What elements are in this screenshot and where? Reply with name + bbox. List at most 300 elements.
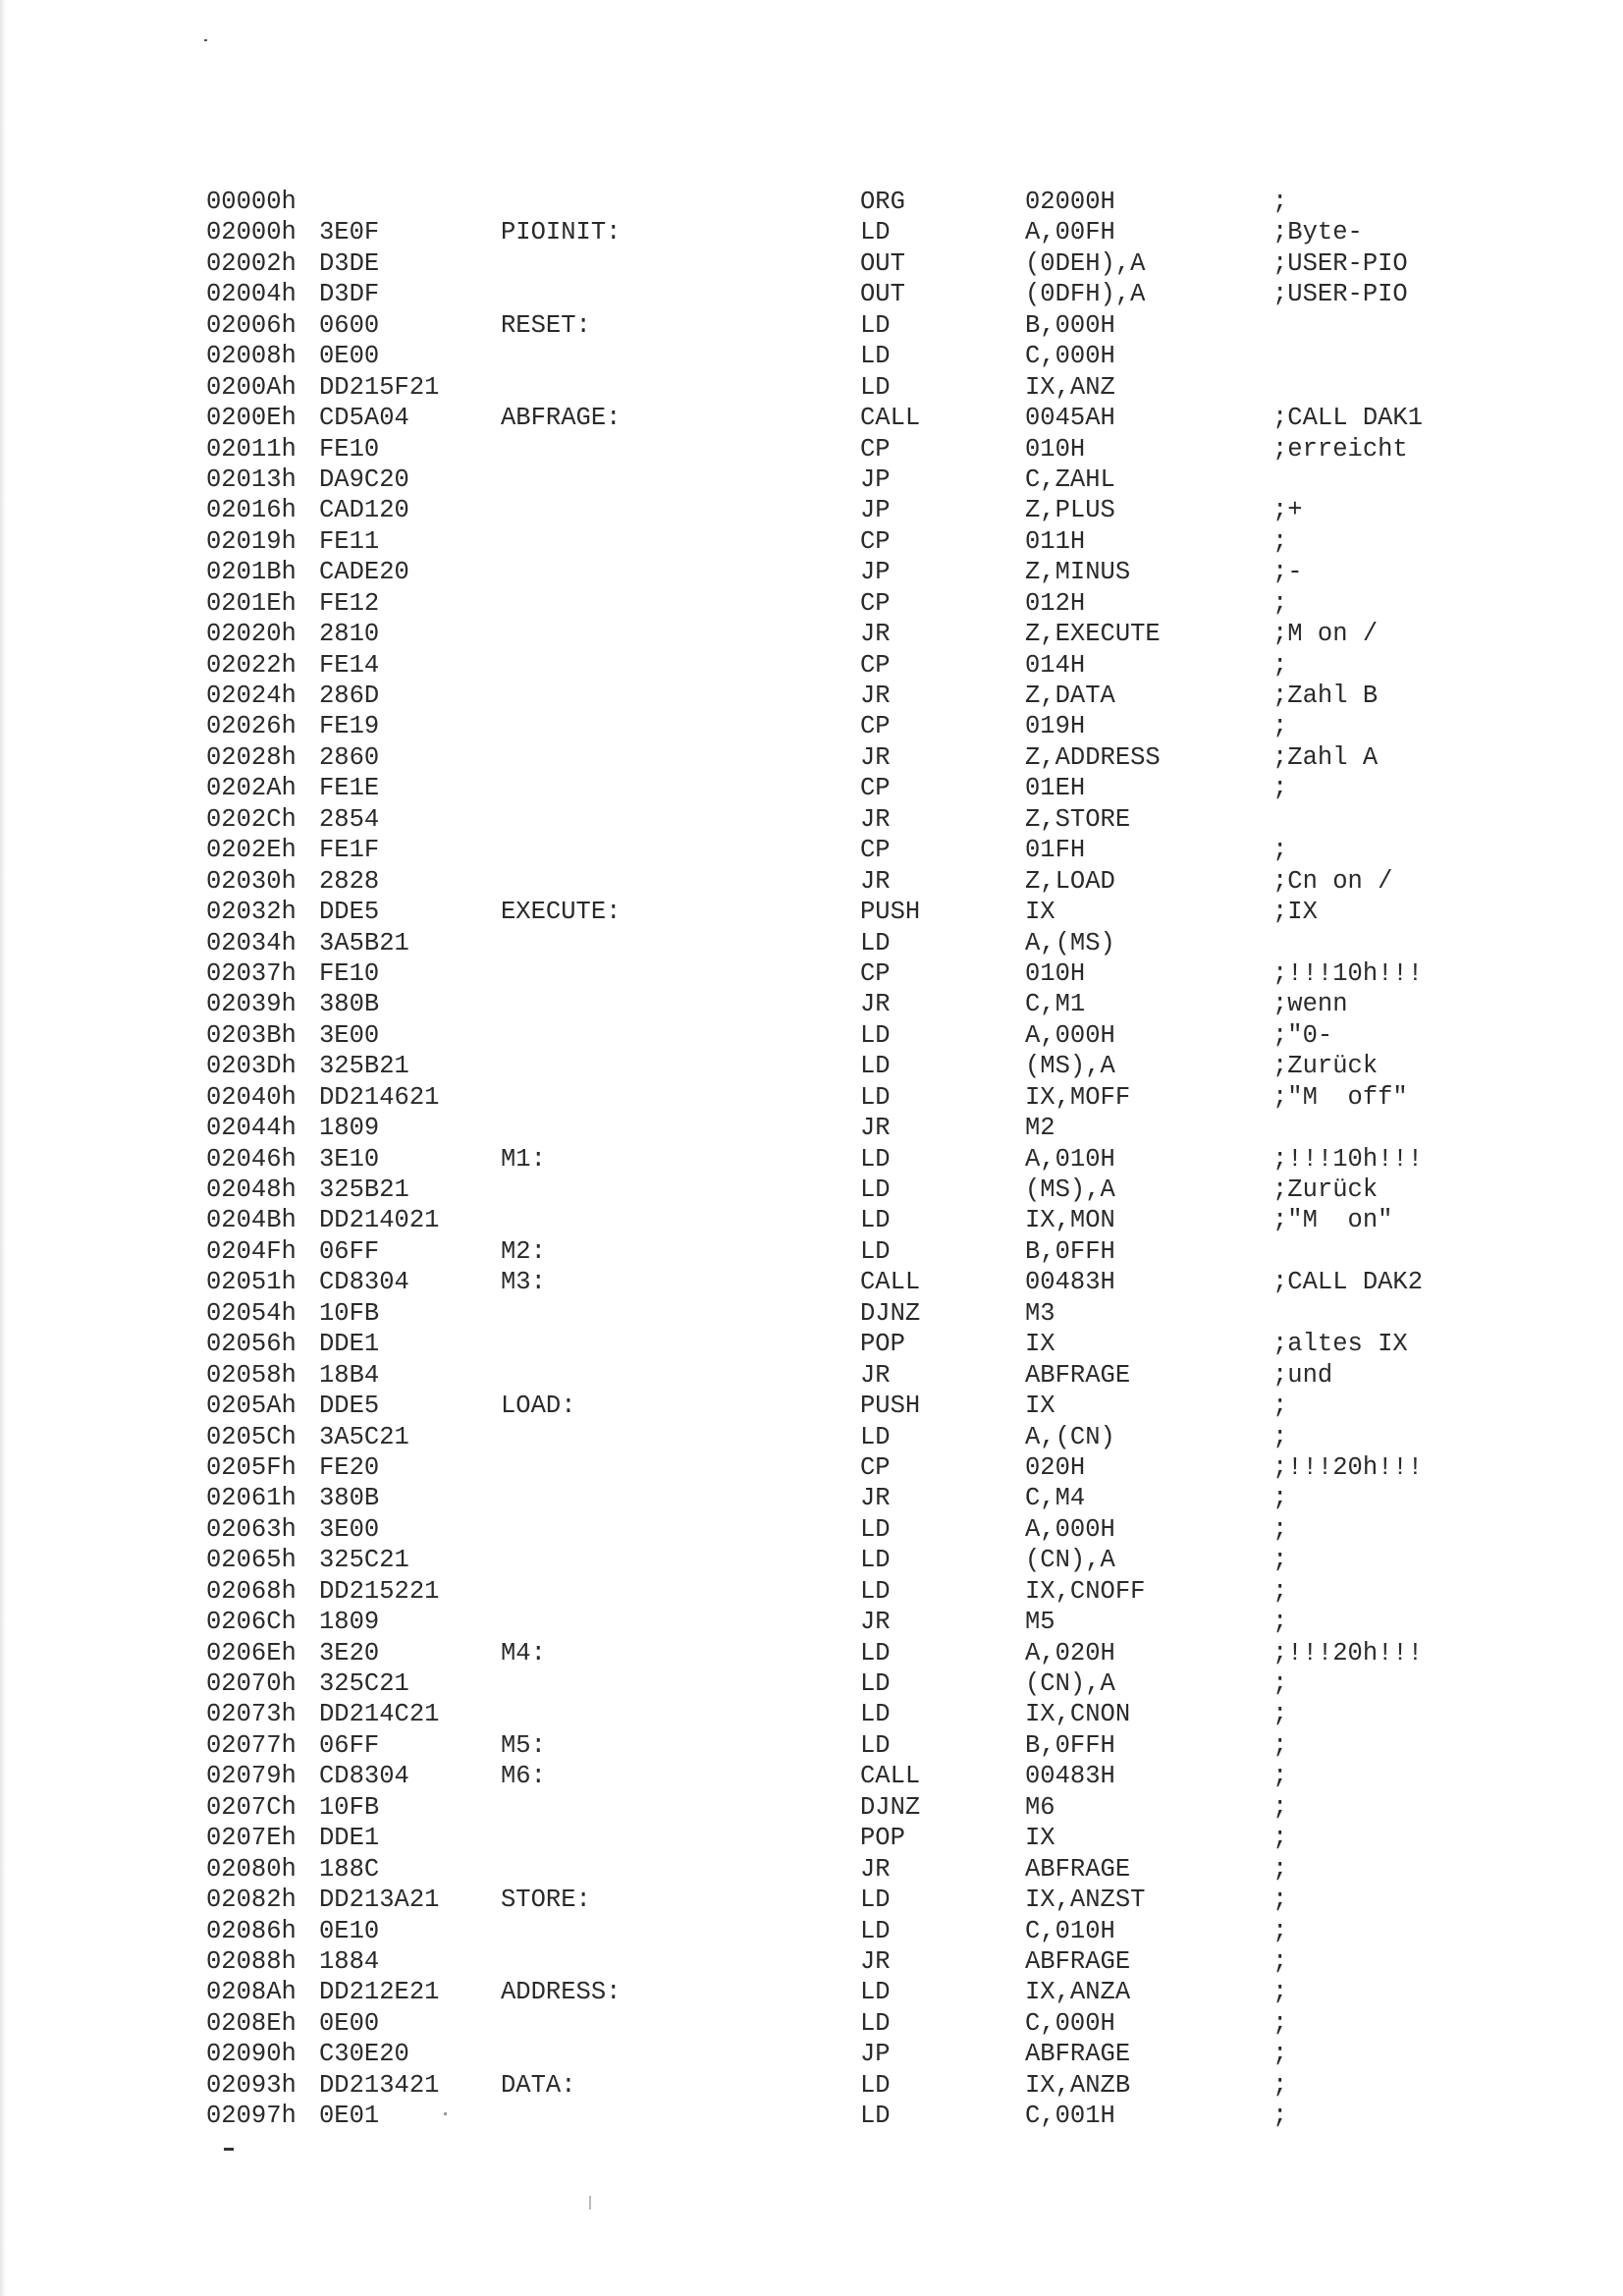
- line-comment: ;!!!20h!!!: [1272, 1638, 1424, 1667]
- listing-line: [206, 1113, 1542, 1143]
- line-mnemonic: CP: [860, 774, 891, 803]
- line-hex-code: DDE5: [319, 1392, 380, 1421]
- line-hex-code: DD214621: [319, 1082, 440, 1112]
- line-hex-code: 1884: [319, 1946, 380, 1976]
- line-address: 02088h: [206, 1946, 297, 1976]
- listing-line: [206, 465, 1542, 495]
- line-operand: Z,STORE: [1025, 804, 1131, 834]
- listing-line: [206, 1977, 1542, 2007]
- line-mnemonic: JR: [860, 1854, 891, 1884]
- line-operand: (CN),A: [1025, 1669, 1115, 1698]
- line-comment: ;altes IX: [1272, 1330, 1408, 1359]
- line-operand: ABFRAGE: [1025, 1946, 1131, 1976]
- line-address: 02008h: [206, 342, 297, 371]
- line-hex-code: 3E00: [319, 1514, 380, 1544]
- line-mnemonic: JR: [860, 620, 891, 649]
- line-mnemonic: LD: [860, 1916, 891, 1945]
- line-operand: (0DEH),A: [1025, 248, 1146, 278]
- line-address: 0200Eh: [206, 404, 297, 433]
- line-mnemonic: LD: [860, 218, 891, 247]
- line-hex-code: D3DE: [319, 248, 380, 278]
- line-operand: IX,CNON: [1025, 1700, 1131, 1729]
- line-comment: ;: [1272, 2070, 1288, 2100]
- line-address: 02056h: [206, 1330, 297, 1359]
- line-address: 02082h: [206, 1886, 297, 1915]
- listing-line: [206, 773, 1542, 803]
- line-address: 02013h: [206, 465, 297, 494]
- line-address: 02077h: [206, 1730, 297, 1760]
- listing-line: [206, 1885, 1542, 1915]
- listing-line: [206, 958, 1542, 989]
- line-address: 02080h: [206, 1854, 297, 1884]
- line-address: 0203Dh: [206, 1052, 297, 1081]
- line-comment: ;USER-PIO: [1272, 248, 1408, 278]
- line-comment: ;"0-: [1272, 1020, 1333, 1050]
- line-address: 02002h: [206, 248, 297, 278]
- line-address: 02054h: [206, 1298, 297, 1328]
- line-operand: 02000H: [1025, 188, 1115, 216]
- line-hex-code: 0E01: [319, 2102, 380, 2131]
- line-hex-code: CD8304: [319, 1268, 409, 1297]
- line-operand: 0045AH: [1025, 404, 1115, 433]
- line-operand: (CN),A: [1025, 1546, 1115, 1575]
- line-mnemonic: DJNZ: [860, 1792, 921, 1822]
- listing-line: [206, 742, 1542, 773]
- line-operand: 010H: [1025, 958, 1086, 988]
- listing-line: [206, 2008, 1542, 2039]
- line-mnemonic: JR: [860, 1360, 891, 1390]
- line-operand: B,0FFH: [1025, 1236, 1115, 1266]
- listing-line: [206, 248, 1542, 279]
- line-hex-code: 06FF: [319, 1236, 380, 1266]
- listing-line: [206, 187, 1542, 217]
- line-address: 02051h: [206, 1268, 297, 1297]
- line-mnemonic: CALL: [860, 404, 921, 433]
- line-label: DATA:: [501, 2070, 576, 2100]
- line-operand: M5: [1025, 1608, 1055, 1637]
- line-address: 02034h: [206, 928, 297, 957]
- scan-speck: [589, 2196, 591, 2210]
- line-hex-code: 188C: [319, 1854, 380, 1884]
- line-comment: ;: [1272, 1730, 1288, 1760]
- line-operand: Z,MINUS: [1025, 558, 1131, 587]
- listing-line: [206, 650, 1542, 681]
- line-operand: C,000H: [1025, 2008, 1115, 2038]
- line-mnemonic: OUT: [860, 280, 905, 309]
- line-hex-code: 0E10: [319, 1916, 380, 1945]
- line-mnemonic: JR: [860, 1946, 891, 1976]
- line-hex-code: CD8304: [319, 1762, 409, 1791]
- line-address: 0207Eh: [206, 1824, 297, 1853]
- line-hex-code: 325B21: [319, 1175, 409, 1204]
- line-operand: IX,MOFF: [1025, 1082, 1131, 1112]
- line-address: 02016h: [206, 496, 297, 525]
- line-address: 0201Eh: [206, 588, 297, 618]
- line-comment: ;: [1272, 1886, 1288, 1915]
- line-hex-code: C30E20: [319, 2040, 409, 2069]
- line-mnemonic: JR: [860, 990, 891, 1019]
- line-label: RESET:: [501, 310, 591, 340]
- scan-edge-shadow: [0, 0, 6, 2296]
- line-hex-code: 0600: [319, 310, 380, 340]
- line-operand: A,010H: [1025, 1144, 1115, 1174]
- line-comment: ;M on /: [1272, 620, 1379, 649]
- listing-line: [206, 1514, 1542, 1545]
- listing-line: [206, 989, 1542, 1019]
- listing-line: [206, 1082, 1542, 1113]
- line-mnemonic: CP: [860, 836, 891, 865]
- line-operand: (0DFH),A: [1025, 280, 1146, 309]
- line-address: 02006h: [206, 310, 297, 340]
- line-mnemonic: LD: [860, 1422, 891, 1451]
- line-comment: ;: [1272, 2040, 1288, 2069]
- line-address: 02048h: [206, 1175, 297, 1204]
- line-operand: ABFRAGE: [1025, 1360, 1131, 1390]
- line-comment: ;: [1272, 188, 1288, 216]
- line-address: 0202Ah: [206, 774, 297, 803]
- line-operand: M3: [1025, 1298, 1055, 1328]
- listing-line: [206, 1545, 1542, 1575]
- listing-line: [206, 279, 1542, 309]
- line-comment: ;: [1272, 588, 1288, 618]
- line-operand: Z,ADDRESS: [1025, 742, 1161, 772]
- listing-line: [206, 619, 1542, 649]
- line-operand: A,000H: [1025, 1020, 1115, 1050]
- line-comment: ;-: [1272, 558, 1303, 587]
- line-mnemonic: LD: [860, 2008, 891, 2038]
- line-mnemonic: LD: [860, 1236, 891, 1266]
- line-mnemonic: JR: [860, 742, 891, 772]
- line-comment: ;erreicht: [1272, 434, 1408, 464]
- line-mnemonic: LD: [860, 1638, 891, 1667]
- line-mnemonic: LD: [860, 1576, 891, 1606]
- line-comment: ;!!!20h!!!: [1272, 1452, 1424, 1482]
- listing-line: [206, 1360, 1542, 1391]
- line-hex-code: FE1E: [319, 774, 380, 803]
- listing-line: [206, 372, 1542, 403]
- line-mnemonic: LD: [860, 1978, 891, 2007]
- line-hex-code: FE1F: [319, 836, 380, 865]
- line-address: 02086h: [206, 1916, 297, 1945]
- listing-line: [206, 2070, 1542, 2101]
- line-operand: (MS),A: [1025, 1052, 1115, 1081]
- line-address: 0207Ch: [206, 1792, 297, 1822]
- line-hex-code: DD213421: [319, 2070, 440, 2100]
- listing-line: [206, 1267, 1542, 1297]
- line-address: 02032h: [206, 898, 297, 927]
- line-comment: ;: [1272, 1946, 1288, 1976]
- listing-line: [206, 1452, 1542, 1483]
- line-mnemonic: JR: [860, 804, 891, 834]
- line-operand: A,000H: [1025, 1514, 1115, 1544]
- line-mnemonic: JR: [860, 866, 891, 896]
- listing-line: [206, 310, 1542, 341]
- line-mnemonic: JP: [860, 496, 891, 525]
- line-operand: IX,ANZA: [1025, 1978, 1131, 2007]
- line-hex-code: 3E00: [319, 1020, 380, 1050]
- line-operand: (MS),A: [1025, 1175, 1115, 1204]
- line-mnemonic: LD: [860, 1082, 891, 1112]
- line-operand: 01FH: [1025, 836, 1086, 865]
- line-label: LOAD:: [501, 1392, 576, 1421]
- listing-line: [206, 2101, 1542, 2131]
- line-hex-code: 325C21: [319, 1546, 409, 1575]
- line-operand: 00483H: [1025, 1268, 1115, 1297]
- line-comment: ;: [1272, 2008, 1288, 2038]
- line-address: 02070h: [206, 1669, 297, 1698]
- line-hex-code: FE10: [319, 958, 380, 988]
- line-hex-code: 286D: [319, 682, 380, 710]
- line-label: M6:: [501, 1762, 546, 1791]
- listing-line: [206, 1144, 1542, 1175]
- line-address: 02020h: [206, 620, 297, 649]
- listing-line: [206, 1946, 1542, 1977]
- line-operand: 012H: [1025, 588, 1086, 618]
- line-address: 0202Ch: [206, 804, 297, 834]
- line-address: 02044h: [206, 1114, 297, 1143]
- line-hex-code: 325B21: [319, 1052, 409, 1081]
- line-comment: ;Zahl A: [1272, 742, 1379, 772]
- line-address: 02026h: [206, 712, 297, 741]
- listing-line: [206, 711, 1542, 741]
- line-comment: ;!!!10h!!!: [1272, 958, 1424, 988]
- line-mnemonic: LD: [860, 1669, 891, 1698]
- listing-line: [206, 804, 1542, 835]
- line-comment: ;und: [1272, 1360, 1333, 1390]
- line-comment: ;: [1272, 836, 1288, 865]
- listing-line: [206, 495, 1542, 525]
- line-address: 0205Ch: [206, 1422, 297, 1451]
- listing-line: [206, 1916, 1542, 1946]
- line-mnemonic: DJNZ: [860, 1298, 921, 1328]
- listing-line: [206, 526, 1542, 557]
- line-mnemonic: LD: [860, 1144, 891, 1174]
- line-operand: 010H: [1025, 434, 1086, 464]
- line-operand: 01EH: [1025, 774, 1086, 803]
- line-operand: C,M4: [1025, 1484, 1086, 1513]
- line-comment: ;"M off": [1272, 1082, 1408, 1112]
- listing-line: [206, 835, 1542, 865]
- line-hex-code: FE19: [319, 712, 380, 741]
- line-comment: ;wenn: [1272, 990, 1348, 1019]
- line-hex-code: FE10: [319, 434, 380, 464]
- line-address: 02068h: [206, 1576, 297, 1606]
- line-mnemonic: POP: [860, 1330, 905, 1359]
- line-hex-code: 06FF: [319, 1730, 380, 1760]
- line-hex-code: CAD120: [319, 496, 409, 525]
- line-label: EXECUTE:: [501, 898, 622, 927]
- listing-line: [206, 866, 1542, 897]
- line-operand: B,000H: [1025, 310, 1115, 340]
- line-mnemonic: JR: [860, 682, 891, 710]
- line-hex-code: 380B: [319, 990, 380, 1019]
- line-address: 02073h: [206, 1700, 297, 1729]
- line-address: 0206Eh: [206, 1638, 297, 1667]
- line-address: 0205Fh: [206, 1452, 297, 1482]
- line-label: M1:: [501, 1144, 546, 1174]
- line-hex-code: 0E00: [319, 342, 380, 371]
- line-address: 0204Bh: [206, 1206, 297, 1235]
- line-mnemonic: LD: [860, 2070, 891, 2100]
- listing-line: [206, 1391, 1542, 1421]
- line-hex-code: 3E20: [319, 1638, 380, 1667]
- listing-line: [206, 1792, 1542, 1823]
- line-mnemonic: JP: [860, 558, 891, 587]
- line-hex-code: FE11: [319, 526, 380, 556]
- line-mnemonic: LD: [860, 1514, 891, 1544]
- line-operand: B,0FFH: [1025, 1730, 1115, 1760]
- line-operand: C,ZAHL: [1025, 465, 1115, 494]
- line-comment: ;USER-PIO: [1272, 280, 1408, 309]
- listing-line: [206, 1236, 1542, 1267]
- line-address: 02030h: [206, 866, 297, 896]
- line-mnemonic: CP: [860, 434, 891, 464]
- line-label: STORE:: [501, 1886, 591, 1915]
- line-operand: Z,EXECUTE: [1025, 620, 1161, 649]
- line-operand: 020H: [1025, 1452, 1086, 1482]
- line-hex-code: 18B4: [319, 1360, 380, 1390]
- line-operand: M6: [1025, 1792, 1055, 1822]
- line-operand: ABFRAGE: [1025, 1854, 1131, 1884]
- listing-line: [206, 1175, 1542, 1205]
- line-operand: IX: [1025, 898, 1055, 927]
- line-address: 02046h: [206, 1144, 297, 1174]
- line-comment: ;: [1272, 1700, 1288, 1729]
- listing-line: [206, 217, 1542, 247]
- listing-line: [206, 403, 1542, 433]
- line-mnemonic: LD: [860, 372, 891, 402]
- line-operand: A,00FH: [1025, 218, 1115, 247]
- line-address: 0204Fh: [206, 1236, 297, 1266]
- line-comment: ;: [1272, 1854, 1288, 1884]
- line-address: 02000h: [206, 218, 297, 247]
- line-hex-code: DD213A21: [319, 1886, 440, 1915]
- line-operand: IX,ANZST: [1025, 1886, 1146, 1915]
- line-operand: Z,PLUS: [1025, 496, 1115, 525]
- line-mnemonic: OUT: [860, 248, 905, 278]
- line-hex-code: 3E0F: [319, 218, 380, 247]
- line-hex-code: 3A5B21: [319, 928, 409, 957]
- listing-line: [206, 1823, 1542, 1853]
- line-operand: C,010H: [1025, 1916, 1115, 1945]
- listing-line: [206, 1607, 1542, 1637]
- line-comment: ;: [1272, 526, 1288, 556]
- line-hex-code: 2860: [319, 742, 380, 772]
- line-address: 0206Ch: [206, 1608, 297, 1637]
- line-hex-code: DD214C21: [319, 1700, 440, 1729]
- line-mnemonic: LD: [860, 2102, 891, 2131]
- line-address: 0205Ah: [206, 1392, 297, 1421]
- line-comment: ;Zurück: [1272, 1052, 1379, 1081]
- line-address: 02061h: [206, 1484, 297, 1513]
- line-hex-code: 0E00: [319, 2008, 380, 2038]
- line-operand: IX,MON: [1025, 1206, 1115, 1235]
- line-mnemonic: PUSH: [860, 1392, 921, 1421]
- assembly-listing: [206, 187, 1542, 2132]
- line-hex-code: 2854: [319, 804, 380, 834]
- line-address: 0203Bh: [206, 1020, 297, 1050]
- line-operand: IX,ANZ: [1025, 372, 1115, 402]
- line-comment: ;: [1272, 774, 1288, 803]
- line-mnemonic: LD: [860, 1206, 891, 1235]
- line-operand: C,M1: [1025, 990, 1086, 1019]
- listing-line: [206, 928, 1542, 958]
- line-operand: IX: [1025, 1824, 1055, 1853]
- line-mnemonic: CP: [860, 1452, 891, 1482]
- line-comment: ;: [1272, 1824, 1288, 1853]
- line-hex-code: 3A5C21: [319, 1422, 409, 1451]
- line-operand: 019H: [1025, 712, 1086, 741]
- line-operand: Z,DATA: [1025, 682, 1115, 710]
- line-mnemonic: CP: [860, 650, 891, 680]
- listing-line: [206, 1668, 1542, 1699]
- line-mnemonic: LD: [860, 1730, 891, 1760]
- line-address: 02011h: [206, 434, 297, 464]
- listing-line: [206, 2039, 1542, 2069]
- listing-line: [206, 1699, 1542, 1729]
- listing-line: [206, 1329, 1542, 1359]
- line-hex-code: DA9C20: [319, 465, 409, 494]
- line-operand: C,001H: [1025, 2102, 1115, 2131]
- line-comment: ;+: [1272, 496, 1303, 525]
- line-hex-code: FE14: [319, 650, 380, 680]
- line-operand: IX: [1025, 1392, 1055, 1421]
- listing-line: [206, 341, 1542, 371]
- line-comment: ;: [1272, 1576, 1288, 1606]
- listing-line: [206, 1051, 1542, 1081]
- listing-line: [206, 1422, 1542, 1452]
- line-mnemonic: LD: [860, 1546, 891, 1575]
- line-comment: ;IX: [1272, 898, 1318, 927]
- line-operand: C,000H: [1025, 342, 1115, 371]
- line-hex-code: 325C21: [319, 1669, 409, 1698]
- line-address: 0201Bh: [206, 558, 297, 587]
- listing-line: [206, 434, 1542, 465]
- line-operand: A,020H: [1025, 1638, 1115, 1667]
- listing-line: [206, 1638, 1542, 1668]
- line-operand: A,(MS): [1025, 928, 1115, 957]
- line-mnemonic: CP: [860, 526, 891, 556]
- listing-line: [206, 897, 1542, 927]
- line-hex-code: FE20: [319, 1452, 380, 1482]
- line-hex-code: CD5A04: [319, 404, 409, 433]
- line-comment: ;CALL DAK1: [1272, 404, 1424, 433]
- line-hex-code: DD212E21: [319, 1978, 440, 2007]
- line-mnemonic: LD: [860, 1052, 891, 1081]
- line-mnemonic: JR: [860, 1608, 891, 1637]
- line-mnemonic: ORG: [860, 188, 905, 216]
- listing-line: [206, 1298, 1542, 1329]
- line-comment: ;: [1272, 1546, 1288, 1575]
- line-hex-code: 2828: [319, 866, 380, 896]
- line-address: 02022h: [206, 650, 297, 680]
- line-hex-code: 10FB: [319, 1792, 380, 1822]
- line-hex-code: DDE1: [319, 1330, 380, 1359]
- line-operand: 014H: [1025, 650, 1086, 680]
- line-operand: M2: [1025, 1114, 1055, 1143]
- line-address: 02040h: [206, 1082, 297, 1112]
- line-comment: ;Zahl B: [1272, 682, 1379, 710]
- line-comment: ;Byte-: [1272, 218, 1363, 247]
- line-label: ADDRESS:: [501, 1978, 622, 2007]
- line-address: 02004h: [206, 280, 297, 309]
- line-address: 02093h: [206, 2070, 297, 2100]
- line-address: 02019h: [206, 526, 297, 556]
- line-mnemonic: CP: [860, 712, 891, 741]
- line-comment: ;Cn on /: [1272, 866, 1393, 896]
- line-mnemonic: LD: [860, 928, 891, 957]
- line-hex-code: DD215F21: [319, 372, 440, 402]
